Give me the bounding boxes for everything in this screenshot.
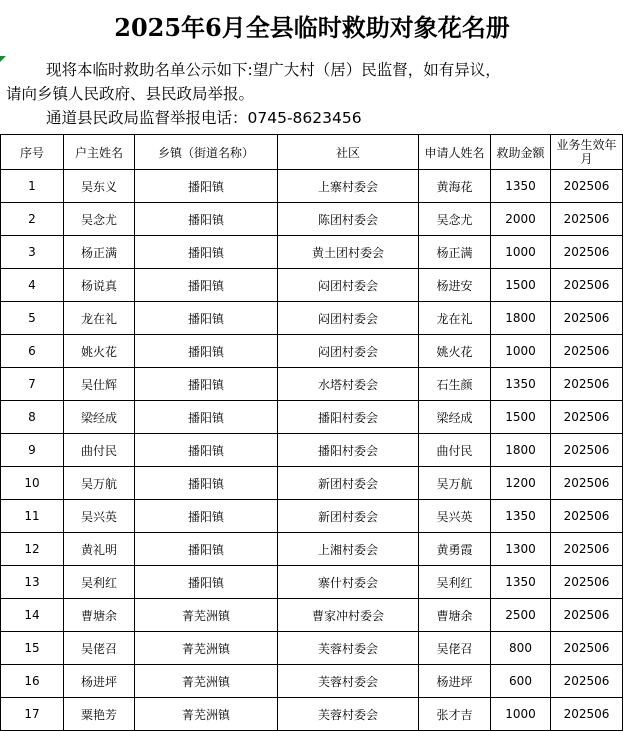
cell-township: 菁芜洲镇: [135, 632, 278, 665]
cell-householder: 梁经成: [64, 401, 135, 434]
table-header-row: [1, 135, 623, 170]
cell-community: 黄土团村委会: [278, 236, 419, 269]
cell-community: 寨什村委会: [278, 566, 419, 599]
table-row: [1, 698, 623, 731]
cell-householder: 吴念尤: [64, 203, 135, 236]
cell-index: 3: [1, 236, 64, 269]
cell-householder: 吴仕辉: [64, 368, 135, 401]
cell-applicant: 杨进坪: [419, 665, 491, 698]
table-row: [1, 203, 623, 236]
table-row: [1, 236, 623, 269]
cell-index: 1: [1, 170, 64, 203]
cell-township: 播阳镇: [135, 500, 278, 533]
table-row: [1, 467, 623, 500]
cell-index: 17: [1, 698, 64, 731]
cell-index: 14: [1, 599, 64, 632]
cell-amount: 2000: [491, 203, 551, 236]
cell-amount: 2500: [491, 599, 551, 632]
cell-community: 播阳村委会: [278, 401, 419, 434]
cell-community: 芙蓉村委会: [278, 632, 419, 665]
cell-amount: 1500: [491, 401, 551, 434]
cell-householder: 曹塘余: [64, 599, 135, 632]
cell-applicant: 吴万航: [419, 467, 491, 500]
cell-effective-month: 202506: [551, 632, 623, 665]
cell-applicant: 吴念尤: [419, 203, 491, 236]
cell-township: 播阳镇: [135, 434, 278, 467]
cell-amount: 800: [491, 632, 551, 665]
notice-text: [0, 58, 624, 130]
cell-householder: 杨说真: [64, 269, 135, 302]
cell-community: 陈团村委会: [278, 203, 419, 236]
cell-amount: 1800: [491, 302, 551, 335]
table-row: [1, 500, 623, 533]
cell-householder: 姚火花: [64, 335, 135, 368]
cell-amount: 1350: [491, 368, 551, 401]
cell-index: 7: [1, 368, 64, 401]
cell-effective-month: 202506: [551, 434, 623, 467]
cell-township: 播阳镇: [135, 467, 278, 500]
cell-amount: 1350: [491, 566, 551, 599]
cell-applicant: 曲付民: [419, 434, 491, 467]
cell-index: 11: [1, 500, 64, 533]
cell-effective-month: 202506: [551, 302, 623, 335]
cell-index: 8: [1, 401, 64, 434]
cell-township: 播阳镇: [135, 335, 278, 368]
cell-community: 上湘村委会: [278, 533, 419, 566]
notice-line-3: 通道县民政局监督举报电话：0745-8623456: [46, 109, 362, 127]
table-row: [1, 335, 623, 368]
cell-township: 菁芜洲镇: [135, 599, 278, 632]
cell-community: 闷团村委会: [278, 302, 419, 335]
cell-effective-month: 202506: [551, 401, 623, 434]
table-row: [1, 434, 623, 467]
cell-amount: 1300: [491, 533, 551, 566]
cell-index: 2: [1, 203, 64, 236]
table-body: [1, 170, 623, 731]
cell-amount: 600: [491, 665, 551, 698]
page-title: 2025年6月全县临时救助对象花名册: [114, 13, 510, 42]
cell-householder: 吴佬召: [64, 632, 135, 665]
cell-amount: 1000: [491, 236, 551, 269]
cell-applicant: 石生颜: [419, 368, 491, 401]
cell-applicant: 张才吉: [419, 698, 491, 731]
cell-community: 曹家冲村委会: [278, 599, 419, 632]
cell-community: 闷团村委会: [278, 335, 419, 368]
cell-applicant: 黄海花: [419, 170, 491, 203]
cell-applicant: 龙在礼: [419, 302, 491, 335]
table-row: [1, 269, 623, 302]
table-row: [1, 665, 623, 698]
cell-index: 13: [1, 566, 64, 599]
header-community: 社区: [278, 135, 419, 170]
cell-applicant: 曹塘余: [419, 599, 491, 632]
table-row: [1, 533, 623, 566]
cell-effective-month: 202506: [551, 533, 623, 566]
cell-effective-month: 202506: [551, 665, 623, 698]
cell-community: 芙蓉村委会: [278, 698, 419, 731]
header-township: 乡镇（街道名称）: [135, 135, 278, 170]
cell-index: 9: [1, 434, 64, 467]
cell-township: 播阳镇: [135, 236, 278, 269]
cell-applicant: 梁经成: [419, 401, 491, 434]
header-applicant: 申请人姓名: [419, 135, 491, 170]
cell-householder: 粟艳芳: [64, 698, 135, 731]
cell-township: 播阳镇: [135, 368, 278, 401]
cell-index: 4: [1, 269, 64, 302]
table-row: [1, 632, 623, 665]
cell-community: 芙蓉村委会: [278, 665, 419, 698]
cell-index: 16: [1, 665, 64, 698]
cell-effective-month: 202506: [551, 269, 623, 302]
cell-effective-month: 202506: [551, 335, 623, 368]
cell-township: 播阳镇: [135, 566, 278, 599]
cell-index: 12: [1, 533, 64, 566]
cell-township: 菁芜洲镇: [135, 698, 278, 731]
header-householder: 户主姓名: [64, 135, 135, 170]
cell-applicant: 吴佬召: [419, 632, 491, 665]
cell-community: 新团村委会: [278, 467, 419, 500]
cell-effective-month: 202506: [551, 368, 623, 401]
cell-householder: 龙在礼: [64, 302, 135, 335]
cell-effective-month: 202506: [551, 236, 623, 269]
cell-applicant: 吴利红: [419, 566, 491, 599]
table-row: [1, 170, 623, 203]
cell-township: 播阳镇: [135, 203, 278, 236]
cell-effective-month: 202506: [551, 203, 623, 236]
cell-applicant: 黄勇霞: [419, 533, 491, 566]
cell-amount: 1350: [491, 170, 551, 203]
cell-effective-month: 202506: [551, 500, 623, 533]
cell-applicant: 吴兴英: [419, 500, 491, 533]
table-row: [1, 368, 623, 401]
cell-community: 播阳村委会: [278, 434, 419, 467]
cell-index: 15: [1, 632, 64, 665]
cell-effective-month: 202506: [551, 599, 623, 632]
notice-line-2: 请向乡镇人民政府、县民政局举报。: [6, 85, 255, 103]
cell-index: 5: [1, 302, 64, 335]
cell-amount: 1000: [491, 335, 551, 368]
cell-effective-month: 202506: [551, 698, 623, 731]
cell-effective-month: 202506: [551, 170, 623, 203]
table-row: [1, 566, 623, 599]
cell-township: 播阳镇: [135, 533, 278, 566]
cell-amount: 1200: [491, 467, 551, 500]
cell-community: 上寨村委会: [278, 170, 419, 203]
cell-effective-month: 202506: [551, 566, 623, 599]
cell-householder: 杨正满: [64, 236, 135, 269]
cell-householder: 吴兴英: [64, 500, 135, 533]
cell-township: 播阳镇: [135, 269, 278, 302]
cell-effective-month: 202506: [551, 467, 623, 500]
table-row: [1, 599, 623, 632]
cell-householder: 曲付民: [64, 434, 135, 467]
header-amount: 救助金额: [491, 135, 551, 170]
relief-roster-table: [0, 134, 623, 731]
cell-applicant: 姚火花: [419, 335, 491, 368]
header-effective-month: 业务生效年月: [551, 135, 623, 170]
cell-township: 播阳镇: [135, 170, 278, 203]
cell-householder: 吴万航: [64, 467, 135, 500]
cell-township: 菁芜洲镇: [135, 665, 278, 698]
cell-applicant: 杨进安: [419, 269, 491, 302]
cell-community: 水塔村委会: [278, 368, 419, 401]
notice-line-1: 现将本临时救助名单公示如下:望广大村（居）民监督，如有异议，: [46, 61, 501, 79]
cell-amount: 1500: [491, 269, 551, 302]
table-row: [1, 401, 623, 434]
cell-applicant: 杨正满: [419, 236, 491, 269]
cell-index: 6: [1, 335, 64, 368]
cell-community: 新团村委会: [278, 500, 419, 533]
cell-householder: 黄礼明: [64, 533, 135, 566]
cell-householder: 吴东义: [64, 170, 135, 203]
table-row: [1, 302, 623, 335]
cell-township: 播阳镇: [135, 401, 278, 434]
cell-township: 播阳镇: [135, 302, 278, 335]
cell-community: 闷团村委会: [278, 269, 419, 302]
cell-amount: 1350: [491, 500, 551, 533]
cell-householder: 杨进坪: [64, 665, 135, 698]
cell-index: 10: [1, 467, 64, 500]
cell-householder: 吴利红: [64, 566, 135, 599]
cell-amount: 1800: [491, 434, 551, 467]
cell-amount: 1000: [491, 698, 551, 731]
header-index: 序号: [1, 135, 64, 170]
